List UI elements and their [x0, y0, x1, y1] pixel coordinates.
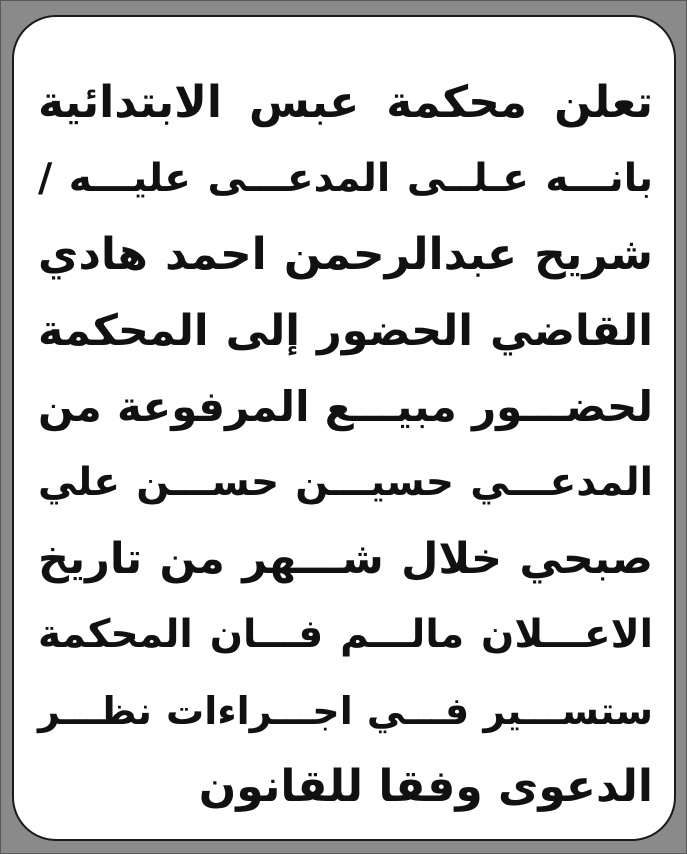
- notice-line-8: الاعـــلان مالـــم فـــان المحكمة: [38, 612, 653, 657]
- notice-line-7: صبحي خلال شـــهر من تاريخ: [38, 534, 653, 584]
- notice-line-6: المدعـــي حسيـــن حســـن علي: [38, 460, 653, 505]
- notice-line-4: القاضي الحضور إلى المحكمة: [38, 306, 653, 356]
- notice-line-9: ستســـير فـــي اجـــراءات نظـــر: [38, 689, 653, 733]
- notice-line-3: شريح عبدالرحمن احمد هادي: [38, 229, 653, 280]
- notice-line-10: الدعوى وفقا للقانون: [198, 761, 653, 812]
- notice-line-1: تعلن محكمة عبس الابتدائية: [38, 77, 653, 128]
- notice-line-5: لحضـــور مبيـــع المرفوعة من: [38, 382, 653, 431]
- notice-text: [38, 65, 653, 825]
- notice-card: [12, 15, 676, 841]
- notice-line-2: بانـــه عـلــى المدعـــى عليـــه /: [38, 156, 653, 201]
